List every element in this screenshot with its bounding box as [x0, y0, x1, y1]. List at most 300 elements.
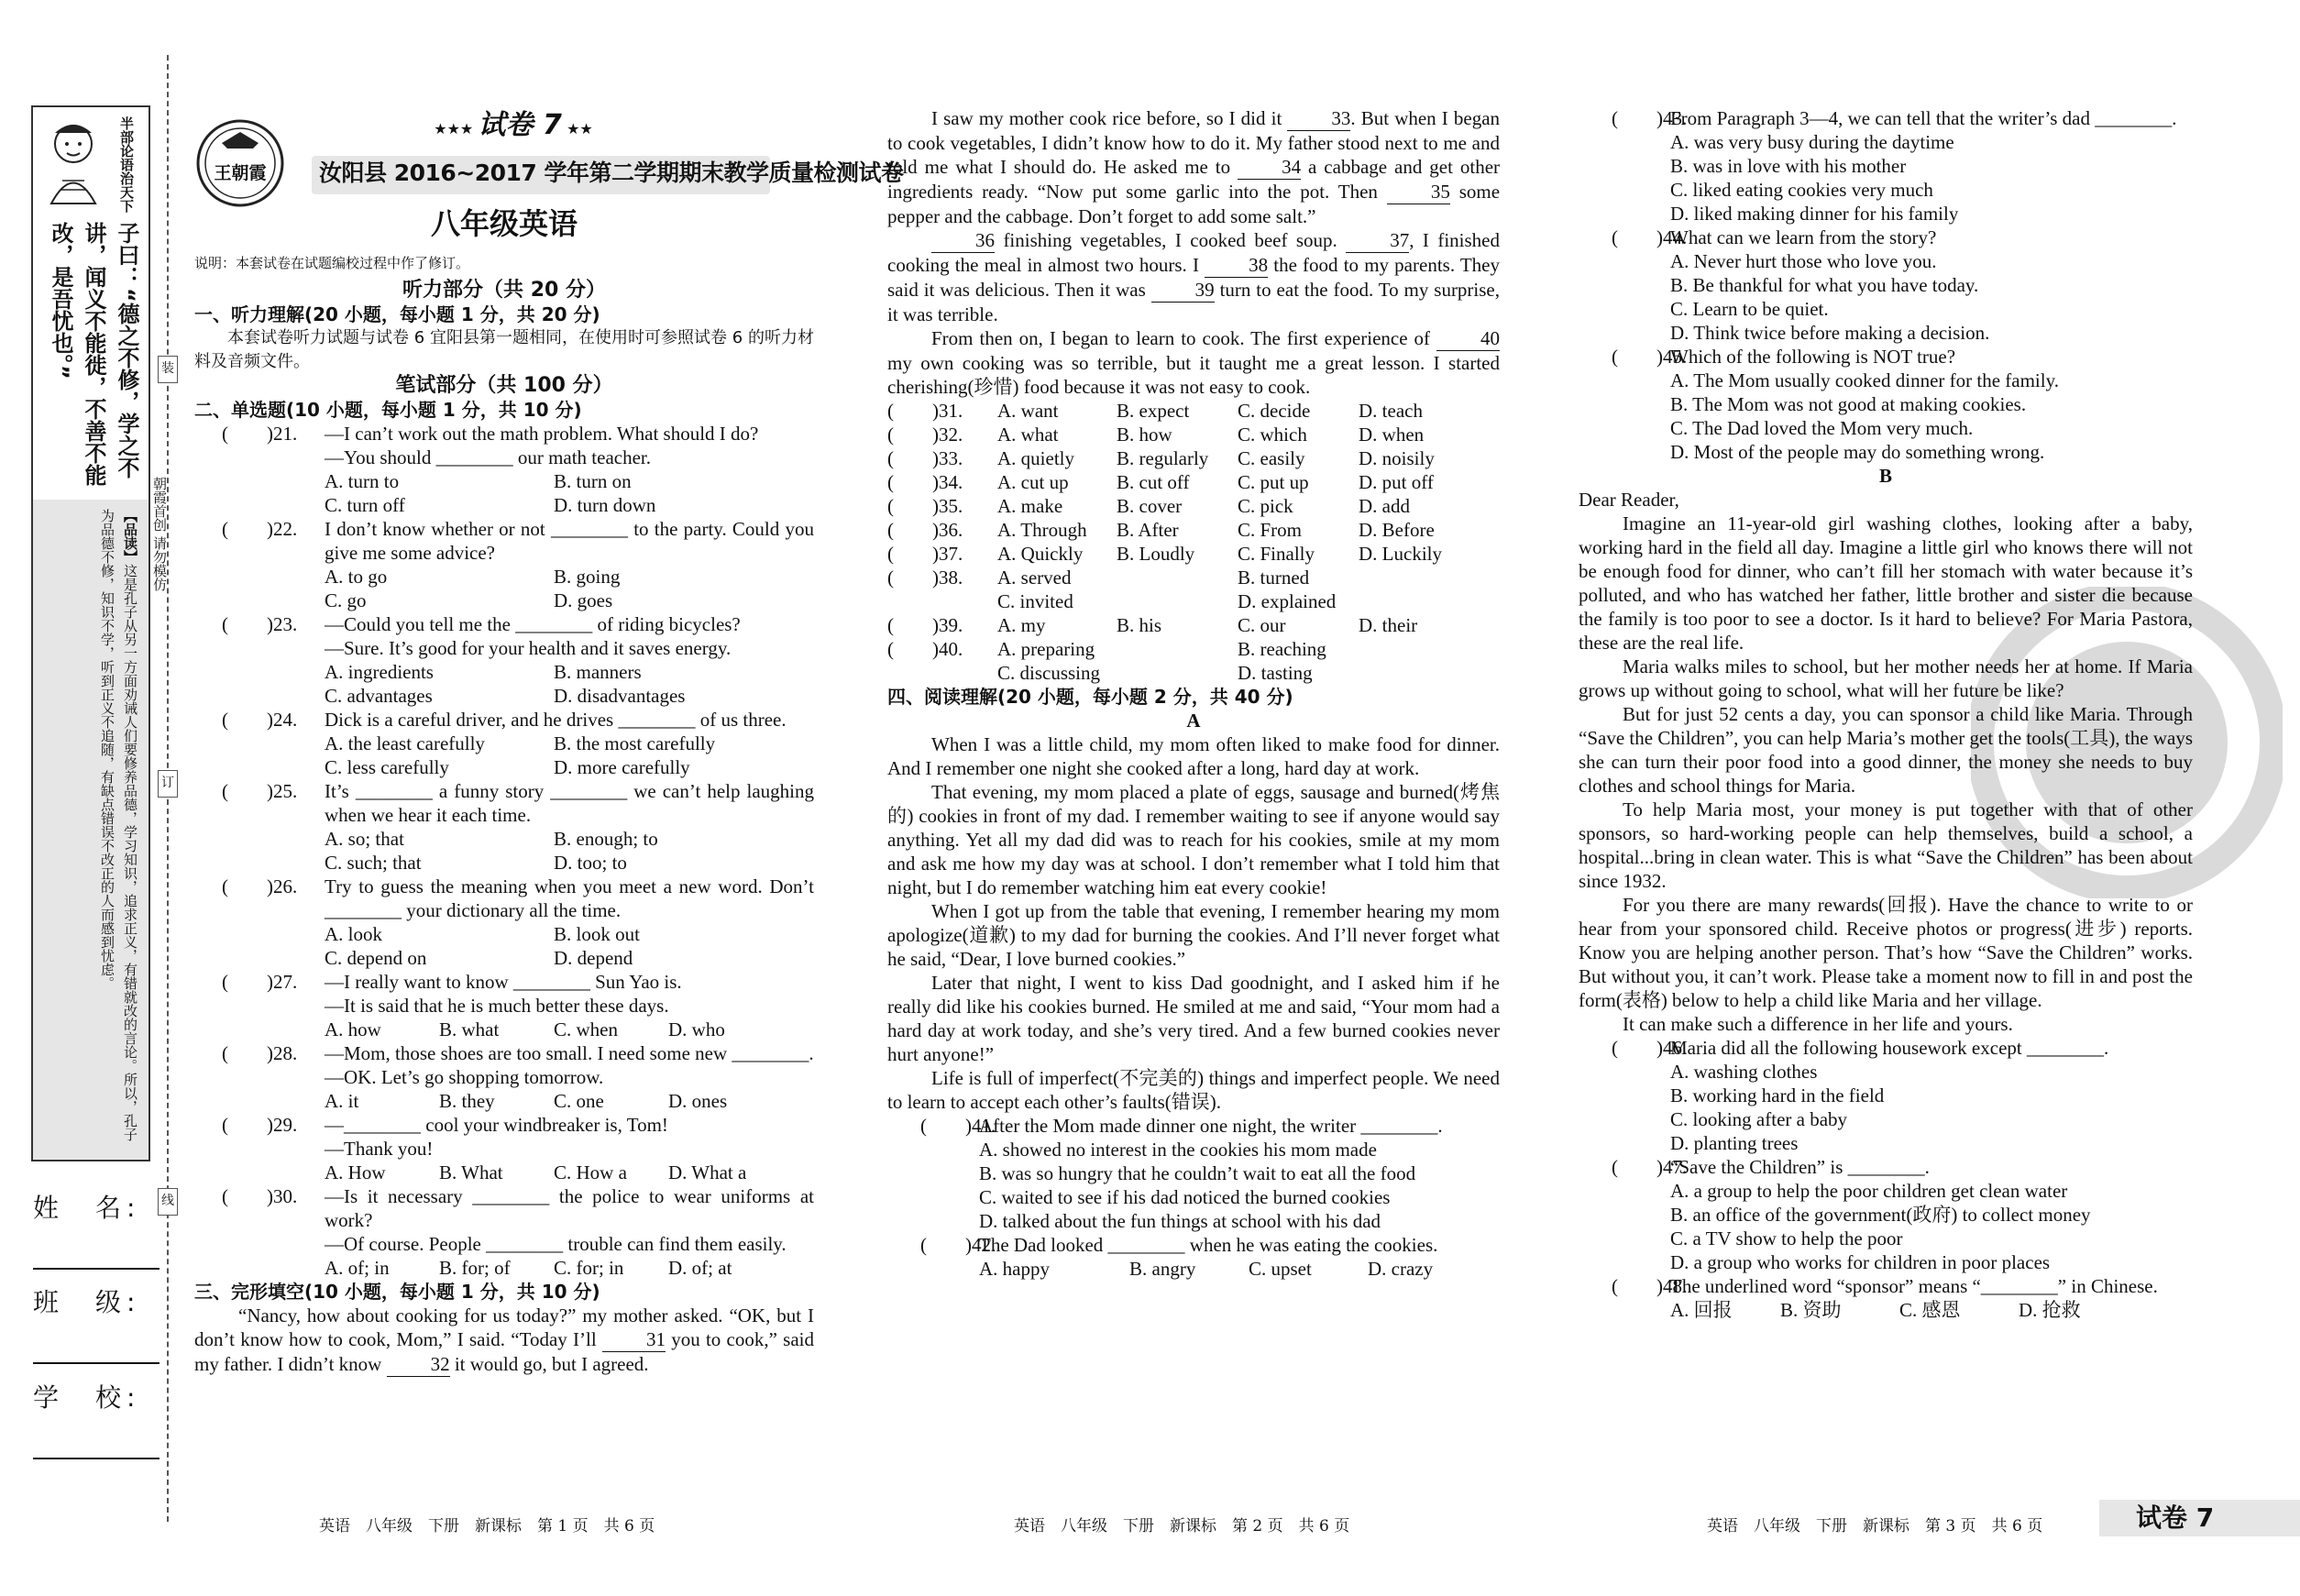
- q30-text: —Of course. People ________ trouble can find them easily.: [325, 1233, 787, 1255]
- q42-option-d[interactable]: D. crazy: [1368, 1258, 1434, 1280]
- blank-37[interactable]: 37: [1346, 228, 1409, 253]
- school-line: [33, 1456, 160, 1459]
- q38-option-d[interactable]: D. explained: [1238, 590, 1337, 612]
- q32-option-c[interactable]: C. which: [1238, 424, 1307, 446]
- blank-31[interactable]: 31: [602, 1327, 666, 1352]
- q25-text: It’s ________ a funny story ________ we can’t help laughing when we hear it each time.: [325, 780, 814, 826]
- cloze-paragraph-2: [887, 106, 1500, 228]
- question-29: [194, 1113, 814, 1184]
- cloze-text-1c: it would go, but I agreed.: [454, 1353, 649, 1375]
- q44-stem-row: [1579, 226, 2193, 249]
- q39-option-a[interactable]: A. my: [997, 614, 1046, 636]
- q24-option-b[interactable]: B. the most carefully: [554, 732, 716, 754]
- question-48: [1579, 1274, 2193, 1322]
- q34-option-c[interactable]: C. put up: [1238, 471, 1309, 493]
- q25-options: [325, 827, 814, 875]
- q32-option-b[interactable]: B. how: [1117, 424, 1172, 446]
- q40-option-a[interactable]: A. preparing: [997, 638, 1095, 660]
- passage-b-paragraph: To help Maria most, your money is put together with that of other sponsors, so hard-working people can help themselves, build a school, a hospital...bring in clean water. This is what “Save the Children” has been about since 1932.: [1579, 798, 2193, 892]
- q37-number: ( )37.: [887, 543, 963, 565]
- q30-options: [325, 1256, 814, 1280]
- passage-b-paragraph: But for just 52 cents a day, you can sponsor a child like Maria. Through “Save the Children”, you can help Maria’s mother get the tools(工具), the ways she can turn their poor food into a good dinner, the money she needs to buy clothes and school things for Maria.: [1579, 703, 2193, 797]
- q45-stem: Which of the following is NOT true?: [1670, 346, 1956, 368]
- q38-number: ( )38.: [887, 567, 963, 589]
- passage-a: [887, 732, 1500, 1114]
- q32-option-a[interactable]: A. what: [997, 424, 1059, 446]
- q26-option-b[interactable]: B. look out: [554, 923, 640, 945]
- q21-number: [194, 446, 325, 469]
- q27-number: ( )27.: [222, 971, 298, 993]
- question-42: [887, 1233, 1500, 1281]
- cloze-text-1a: “Nancy, how about cooking for us today?” my mother asked. “OK, but I don’t know how to cook, Mom,” I said. “Today I’ll: [194, 1304, 814, 1350]
- cloze-text-3d: turn to eat the food. To my surprise, it was terrible.: [887, 279, 1501, 325]
- q37-option-c[interactable]: C. Finally: [1238, 543, 1315, 565]
- q29-options: [325, 1161, 814, 1184]
- question-25: [194, 779, 814, 875]
- q40-option-b[interactable]: B. reaching: [1238, 638, 1326, 660]
- q23-line: [194, 612, 814, 636]
- q35-option-d[interactable]: D. add: [1359, 495, 1410, 517]
- q29-option-d[interactable]: D. What a: [668, 1161, 747, 1183]
- q27-number: [194, 994, 325, 1018]
- q28-option-d[interactable]: D. ones: [668, 1090, 728, 1112]
- cloze-text-2d: some pepper and the cabbage. Don’t forget to add some salt.”: [887, 181, 1501, 227]
- q40-option-c[interactable]: C. discussing: [997, 662, 1101, 684]
- q22-line: [194, 517, 814, 565]
- star-decoration-right: ★★: [567, 122, 593, 138]
- q42-option-b[interactable]: B. angry: [1129, 1258, 1196, 1280]
- class-line: [33, 1360, 160, 1364]
- cloze-option-32: [887, 423, 1500, 446]
- question-30: [194, 1184, 814, 1280]
- q29-option-c[interactable]: C. How a: [554, 1161, 627, 1183]
- q34-option-a[interactable]: A. cut up: [997, 471, 1069, 493]
- q30-text: —Is it necessary ________ the police to wear uniforms at work?: [325, 1185, 814, 1231]
- star-decoration: ★★★: [434, 122, 474, 138]
- q22-option-d[interactable]: D. goes: [554, 589, 613, 611]
- q45-option-d[interactable]: D. Most of the people may do something wrong.: [1670, 441, 2045, 463]
- q41-option-c[interactable]: C. waited to see if his dad noticed the burned cookies: [979, 1186, 1391, 1208]
- passage-b-paragraph: For you there are many rewards(回报). Have the chance to write to or hear from your sponsored child. Receive photos or progress(进步) reports. Know you are helping another person. That’s how “Save the Children” works. But without you, it can’t work. Please take a moment now to fill in and post the form(表格) below to help a child like Maria and her village.: [1579, 894, 2193, 1011]
- q47-stem-row: [1579, 1155, 2193, 1179]
- q30-option-d[interactable]: D. of; at: [668, 1257, 732, 1279]
- q36-option-c[interactable]: C. From: [1238, 519, 1303, 541]
- q47-option-c[interactable]: C. a TV show to help the poor: [1670, 1227, 1903, 1249]
- q28-option-b[interactable]: B. they: [439, 1090, 495, 1112]
- q46-option-d[interactable]: D. planting trees: [1670, 1132, 1799, 1154]
- q21-line: [194, 422, 814, 446]
- question-21: [194, 422, 814, 517]
- q45-option-a[interactable]: A. The Mom usually cooked dinner for the family.: [1670, 369, 2059, 391]
- q26-line: [194, 875, 814, 922]
- q30-number: [194, 1232, 325, 1256]
- q29-option-b[interactable]: B. What: [439, 1161, 503, 1183]
- q47-option-d[interactable]: D. a group who works for children in poor places: [1670, 1251, 2051, 1273]
- q27-line: [194, 994, 814, 1018]
- q38-option-a[interactable]: A. served: [997, 567, 1072, 589]
- q40-option-d[interactable]: D. tasting: [1238, 662, 1313, 684]
- q35-option-c[interactable]: C. pick: [1238, 495, 1293, 517]
- tear-mark-3: 线: [158, 1188, 178, 1216]
- q21-option-d[interactable]: D. turn down: [554, 494, 656, 516]
- q39-option-d[interactable]: D. their: [1359, 614, 1418, 636]
- q28-options: [325, 1089, 814, 1113]
- q36-option-d[interactable]: D. Before: [1359, 519, 1435, 541]
- q48-number: ( )48.: [1612, 1275, 1688, 1297]
- listening-title: 听力部分（共 20 分）: [402, 279, 606, 302]
- class-label: 班 级:: [33, 1287, 141, 1317]
- passage-b-label: B: [1878, 465, 1892, 487]
- q42-number: ( )42.: [920, 1234, 996, 1256]
- q43-option-c[interactable]: C. liked eating cookies very much: [1670, 179, 1933, 201]
- q46-option-c[interactable]: C. looking after a baby: [1670, 1108, 1848, 1130]
- q30-number: ( )30.: [222, 1185, 298, 1207]
- q36-option-a[interactable]: A. Through: [997, 519, 1087, 541]
- q31-option-d[interactable]: D. teach: [1359, 400, 1423, 422]
- q47-number: ( )47.: [1612, 1156, 1688, 1178]
- section-2-title: 二、单选题(10 小题，每小题 1 分，共 10 分): [194, 399, 582, 421]
- question-24: [194, 708, 814, 779]
- q29-line: [194, 1137, 814, 1161]
- blank-36[interactable]: 36: [931, 228, 995, 253]
- q23-option-d[interactable]: D. disadvantages: [554, 685, 686, 707]
- cloze-option-38: [887, 566, 1500, 613]
- q43-number: ( )43.: [1612, 107, 1688, 129]
- q41-stem: After the Mom made dinner one night, the writer ________.: [979, 1115, 1443, 1137]
- q48-option-c[interactable]: C. 感恩: [1899, 1299, 1961, 1321]
- q28-option-c[interactable]: C. one: [554, 1090, 604, 1112]
- section-3-title: 三、完形填空(10 小题，每小题 1 分，共 10 分): [194, 1281, 600, 1303]
- q28-option-a[interactable]: A. it: [325, 1090, 359, 1112]
- q21-option-a[interactable]: A. turn to: [325, 470, 400, 492]
- q34-option-d[interactable]: D. put off: [1359, 471, 1434, 493]
- pindu-text: [95, 509, 141, 1150]
- mcq-list: [194, 422, 814, 1280]
- q44-option-d[interactable]: D. Think twice before making a decision.: [1670, 322, 1990, 344]
- q46-stem: Maria did all the following housework except ________.: [1670, 1037, 2109, 1059]
- tear-mark-2: 订: [158, 770, 178, 798]
- q23-option-a[interactable]: A. ingredients: [325, 661, 434, 683]
- q42-option-c[interactable]: C. upset: [1249, 1258, 1312, 1280]
- question-46: [1579, 1036, 2193, 1155]
- q21-text: —I can’t work out the math problem. What should I do?: [325, 423, 759, 445]
- q24-option-c[interactable]: C. less carefully: [325, 756, 449, 778]
- sidebar-comment-box: [31, 500, 150, 1161]
- blank-34[interactable]: 34: [1238, 155, 1301, 180]
- q41-stem-row: [887, 1114, 1500, 1138]
- cloze-text-1b: you to cook,” said my father. I didn’t know: [194, 1328, 814, 1375]
- q28-text: —OK. Let’s go shopping tomorrow.: [325, 1066, 604, 1088]
- name-line: [33, 1266, 160, 1270]
- q44-option-c[interactable]: C. Learn to be quiet.: [1670, 298, 1829, 320]
- cloze-text-2b: . But when I began to cook vegetables, I didn’t know how to do it. My father stood next to me and told me what I should do. He asked me to: [887, 107, 1501, 178]
- q31-number: ( )31.: [887, 400, 963, 422]
- q26-number: ( )26.: [222, 875, 298, 897]
- q33-option-d[interactable]: D. noisily: [1359, 447, 1435, 469]
- q40-number: ( )40.: [887, 638, 963, 660]
- q22-text: I don’t know whether or not ________ to the party. Could you give me some advice?: [325, 518, 814, 564]
- letter-greeting: Dear Reader,: [1579, 489, 1679, 511]
- q37-option-d[interactable]: D. Luckily: [1359, 543, 1442, 565]
- q41-option-b[interactable]: B. was so hungry that he couldn’t wait to eat all the food: [979, 1162, 1416, 1184]
- subject-title: 八年级英语: [430, 206, 578, 241]
- q38-option-c[interactable]: C. invited: [997, 590, 1073, 612]
- q28-number: ( )28.: [222, 1042, 298, 1064]
- q41-option-d[interactable]: D. talked about the fun things at school with his dad: [979, 1210, 1381, 1232]
- q39-number: ( )39.: [887, 614, 963, 636]
- q43-stem-row: [1579, 106, 2193, 130]
- column-2: [887, 106, 1500, 1281]
- revision-note: 说明：本套试卷在试题编校过程中作了修订。: [194, 255, 470, 271]
- logo-text: 王朝霞: [214, 163, 267, 183]
- q34-number: ( )34.: [887, 471, 963, 493]
- q23-options: [325, 660, 814, 708]
- q45-stem-row: [1579, 345, 2193, 369]
- confucius-quote: 子曰：“德之不修，学之不讲，闻义不能徙，不善不能改，是吾忧也。”: [48, 222, 139, 486]
- q48-stem-row: [1579, 1274, 2193, 1298]
- q44-stem: What can we learn from the story?: [1670, 226, 1937, 248]
- q48-option-d[interactable]: D. 抢救: [2019, 1299, 2081, 1321]
- q44-option-b[interactable]: B. Be thankful for what you have today.: [1670, 274, 1979, 296]
- q35-number: ( )35.: [887, 495, 963, 517]
- question-41: [887, 1114, 1500, 1233]
- q32-option-d[interactable]: D. when: [1359, 424, 1425, 446]
- q31-option-b[interactable]: B. expect: [1117, 400, 1190, 422]
- cloze-option-39: [887, 613, 1500, 637]
- q29-option-a[interactable]: A. How: [325, 1161, 386, 1183]
- q24-option-a[interactable]: A. the least carefully: [325, 732, 485, 754]
- q24-number: ( )24.: [222, 709, 298, 731]
- q27-text: —I really want to know ________ Sun Yao is.: [325, 971, 682, 993]
- q32-number: ( )32.: [887, 424, 963, 446]
- cloze-options: [887, 399, 1500, 566]
- question-45: [1579, 345, 2193, 464]
- q30-line: [194, 1232, 814, 1256]
- q45-option-c[interactable]: C. The Dad loved the Mom very much.: [1670, 417, 1974, 439]
- q25-option-b[interactable]: B. enough; to: [554, 828, 658, 850]
- q23-option-c[interactable]: C. advantages: [325, 685, 433, 707]
- q36-number: ( )36.: [887, 519, 963, 541]
- q46-number: ( )46.: [1612, 1037, 1688, 1059]
- copyright-note: 朝霞首创 请勿模仿: [151, 477, 168, 591]
- paper-number: 试卷 7: [478, 109, 562, 141]
- q23-text: —Sure. It’s good for your health and it saves energy.: [325, 637, 732, 659]
- q33-option-c[interactable]: C. easily: [1238, 447, 1305, 469]
- cloze-option-33: [887, 446, 1500, 470]
- q30-line: [194, 1184, 814, 1232]
- passage-a-paragraph: That evening, my mom placed a plate of eggs, sausage and burned(烤焦的) cookies in front of my dad. I remember waiting to see if anyone would say anything. Yet all my dad did was to reach for his cookies, smile at my mom and ask me how my day was at school. I don’t remember what I told him that night, but I do remember watching him eat every cookie!: [887, 781, 1500, 898]
- blank-39[interactable]: 39: [1151, 278, 1215, 303]
- tear-mark-1: 装: [158, 356, 178, 383]
- q43-option-a[interactable]: A. was very busy during the daytime: [1670, 131, 1954, 153]
- q46-option-b[interactable]: B. working hard in the field: [1670, 1084, 1885, 1106]
- q37-option-b[interactable]: B. Loudly: [1117, 543, 1195, 565]
- blank-40[interactable]: 40: [1436, 326, 1500, 351]
- q28-line: [194, 1041, 814, 1065]
- pindu-label: 【品读】: [122, 509, 138, 564]
- q22-option-b[interactable]: B. going: [554, 566, 621, 588]
- q26-options: [325, 922, 814, 970]
- q29-line: [194, 1113, 814, 1137]
- q36-option-b[interactable]: B. After: [1117, 519, 1179, 541]
- q43-option-d[interactable]: D. liked making dinner for his family: [1670, 203, 1959, 225]
- q30-option-a[interactable]: A. of; in: [325, 1257, 390, 1279]
- cloze-text-2a: I saw my mother cook rice before, so I did it: [931, 107, 1282, 129]
- footer-page-2: 英语 八年级 下册 新课标 第 2 页 共 6 页: [1014, 1517, 1350, 1535]
- footer-badge: 试卷 7: [2136, 1502, 2215, 1533]
- question-23: [194, 612, 814, 708]
- q29-number: ( )29.: [222, 1114, 298, 1136]
- q25-option-a[interactable]: A. so; that: [325, 828, 404, 850]
- watermark-seal: [1971, 587, 2283, 898]
- q27-line: [194, 970, 814, 994]
- sidebar-top-box: [31, 105, 150, 503]
- q22-number: ( )22.: [222, 518, 298, 540]
- cloze-text-2c: a cabbage and get other ingredients ready. “Now put some garlic into the pot. Then: [887, 156, 1501, 203]
- q24-options: [325, 732, 814, 779]
- q39-option-b[interactable]: B. his: [1117, 614, 1162, 636]
- q43-stem: From Paragraph 3—4, we can tell that the writer’s dad ________.: [1670, 107, 2177, 129]
- q43-option-b[interactable]: B. was in love with his mother: [1670, 155, 1907, 177]
- q28-text: —Mom, those shoes are too small. I need some new ________.: [325, 1042, 814, 1064]
- class-field[interactable]: [33, 1287, 160, 1364]
- q24-option-d[interactable]: D. more carefully: [554, 756, 690, 778]
- q34-option-b[interactable]: B. cut off: [1117, 471, 1190, 493]
- q33-option-b[interactable]: B. regularly: [1117, 447, 1209, 469]
- passage-a-paragraph: When I was a little child, my mom often liked to make food for dinner. And I remember one night she cooked after a long, hard day at work.: [887, 733, 1500, 779]
- blank-32[interactable]: 32: [387, 1352, 450, 1377]
- logo-seal: [194, 117, 286, 209]
- q30-option-b[interactable]: B. for; of: [439, 1257, 511, 1279]
- q25-option-d[interactable]: D. too; to: [554, 852, 627, 874]
- q27-option-c[interactable]: C. when: [554, 1018, 618, 1040]
- pindu-body: 这是孔子从另一方面劝诫人们要修养品德，学习知识，追求正义，有错就改的言论。所以，孔子为品德不修，知识不学，听到正义不追随，有缺点错误不改正的人而感到忧虑。: [99, 509, 138, 1141]
- passage-a-paragraph: Later that night, I went to kiss Dad goodnight, and I asked him if he really did like his cookies burned. He smiled at me and said, “Your mom had a hard day at work today, and she’s very tired. And a few burned cookies never hurt anyone!”: [887, 972, 1500, 1065]
- passage-b-paragraph: Maria walks miles to school, but her mother needs her at home. If Maria grows up without going to school, what will her future be like?: [1579, 655, 2193, 701]
- passage-b-paragraph: Imagine an 11-year-old girl washing clothes, looking after a baby, working hard in the field all day. Imagine a little girl who knows there will not be enough food for dinner, who can’t fill her stomach with water because it’s polluted, and who has watched her father, little brother and sister die because the family is too poor to see a doctor. Is it hard to believe? For Maria Pastora, these are the real life.: [1579, 512, 2193, 654]
- cloze-paragraph-3: [887, 228, 1500, 326]
- q41-option-a[interactable]: A. showed no interest in the cookies his mom made: [979, 1139, 1377, 1161]
- q21-option-b[interactable]: B. turn on: [554, 470, 632, 492]
- q46-option-a[interactable]: A. washing clothes: [1670, 1061, 1818, 1083]
- q35-option-b[interactable]: B. cover: [1117, 495, 1183, 517]
- q39-option-c[interactable]: C. our: [1238, 614, 1286, 636]
- q46-stem-row: [1579, 1036, 2193, 1060]
- q22-option-c[interactable]: C. go: [325, 589, 367, 611]
- blank-38[interactable]: 38: [1205, 253, 1268, 278]
- q47-option-a[interactable]: A. a group to help the poor children get clean water: [1670, 1180, 2068, 1202]
- q23-option-b[interactable]: B. manners: [554, 661, 642, 683]
- q26-text: Try to guess the meaning when you meet a new word. Don’t ________ your dictionary all the time.: [325, 875, 814, 921]
- question-44: [1579, 226, 2193, 345]
- q48-option-b[interactable]: B. 资助: [1780, 1299, 1842, 1321]
- q31-option-a[interactable]: A. want: [997, 400, 1059, 422]
- q23-text: —Could you tell me the ________ of riding bicycles?: [325, 613, 741, 635]
- q23-number: [194, 636, 325, 660]
- q25-number: ( )25.: [222, 780, 298, 802]
- q44-option-a[interactable]: A. Never hurt those who love you.: [1670, 250, 1937, 272]
- q26-option-a[interactable]: A. look: [325, 923, 382, 945]
- q33-option-a[interactable]: A. quietly: [997, 447, 1074, 469]
- questions-43-45: [1579, 106, 2193, 464]
- section-1-note: 本套试卷听力试题与试卷 6 宜阳县第一题相同，在使用时可参照试卷 6 的听力材料及音频文件。: [194, 328, 814, 371]
- cloze-option-31: [887, 399, 1500, 423]
- cloze-option-35: [887, 494, 1500, 518]
- q48-option-a[interactable]: A. 回报: [1670, 1299, 1733, 1321]
- q38-option-b[interactable]: B. turned: [1238, 567, 1310, 589]
- question-27: [194, 970, 814, 1041]
- q45-option-b[interactable]: B. The Mom was not good at making cookies.: [1670, 393, 2027, 415]
- q21-options: [325, 469, 814, 517]
- q28-number: [194, 1065, 325, 1089]
- q27-option-a[interactable]: A. how: [325, 1018, 381, 1040]
- written-title: 笔试部分（共 100 分）: [395, 374, 613, 397]
- passage-a-paragraph: Life is full of imperfect(不完美的) things and imperfect people. We need to learn to accept each other’s faults(错误).: [887, 1067, 1500, 1113]
- q29-text: —Thank you!: [325, 1138, 434, 1160]
- question-22: [194, 517, 814, 612]
- blank-35[interactable]: 35: [1387, 180, 1450, 204]
- name-label: 姓 名:: [33, 1193, 141, 1223]
- q26-option-d[interactable]: D. depend: [554, 947, 633, 969]
- q25-option-c[interactable]: C. such; that: [325, 852, 422, 874]
- exam-title: 汝阳县 2016~2017 学年第二学期期末教学质量检测试卷: [319, 160, 904, 186]
- question-43: [1579, 106, 2193, 226]
- question-26: [194, 875, 814, 970]
- q35-option-a[interactable]: A. make: [997, 495, 1063, 517]
- q44-number: ( )44.: [1612, 226, 1688, 248]
- paper-number-banner: [312, 109, 715, 142]
- q26-option-c[interactable]: C. depend on: [325, 947, 427, 969]
- q27-option-b[interactable]: B. what: [439, 1018, 500, 1040]
- column-1: [194, 279, 814, 1377]
- q29-number: [194, 1137, 325, 1161]
- q27-text: —It is said that he is much better these days.: [325, 995, 669, 1017]
- q47-option-b[interactable]: B. an office of the government(政府) to collect money: [1670, 1204, 2091, 1226]
- footer-page-3: 英语 八年级 下册 新课标 第 3 页 共 6 页: [1707, 1517, 2043, 1535]
- motto-tag: 半部论语治天下: [118, 116, 135, 213]
- q27-option-d[interactable]: D. who: [668, 1018, 725, 1040]
- q22-options: [325, 565, 814, 612]
- cloze-text-3c: the food to my parents. They said it was delicious. Then it was: [887, 254, 1500, 301]
- q30-option-c[interactable]: C. for; in: [554, 1257, 624, 1279]
- cloze-text-3a: finishing vegetables, I cooked beef soup.: [1003, 229, 1337, 251]
- q37-option-a[interactable]: A. Quickly: [997, 543, 1084, 565]
- blank-33[interactable]: 33: [1287, 106, 1350, 131]
- name-field[interactable]: [33, 1193, 160, 1270]
- q22-option-a[interactable]: A. to go: [325, 566, 388, 588]
- q42-options: [979, 1257, 1500, 1281]
- questions-46-48: [1579, 1036, 2193, 1322]
- q21-line: [194, 446, 814, 469]
- q31-option-c[interactable]: C. decide: [1238, 400, 1311, 422]
- cloze-option-36: [887, 518, 1500, 542]
- q21-option-c[interactable]: C. turn off: [325, 494, 405, 516]
- passage-b-paragraph: It can make such a difference in her life and yours.: [1623, 1013, 2013, 1035]
- school-field[interactable]: [33, 1382, 160, 1459]
- cloze-text-4b: my own cooking was so terrible, but it taught me a great lesson. I started cherishing(珍惜) food because it was not easy to cook.: [887, 352, 1500, 398]
- q48-stem: The underlined word “sponsor” means “________” in Chinese.: [1670, 1275, 2158, 1297]
- footer-page-1: 英语 八年级 下册 新课标 第 1 页 共 6 页: [319, 1517, 655, 1535]
- q25-line: [194, 779, 814, 827]
- q21-number: ( )21.: [222, 423, 298, 445]
- scholar-icon: [39, 116, 110, 208]
- cloze-option-40: [887, 637, 1500, 685]
- q29-text: —________ cool your windbreaker is, Tom!: [325, 1114, 668, 1136]
- q42-option-a[interactable]: A. happy: [979, 1258, 1050, 1280]
- q42-stem: The Dad looked ________ when he was eating the cookies.: [979, 1234, 1438, 1256]
- q41-number: ( )41.: [920, 1115, 996, 1137]
- q23-number: ( )23.: [222, 613, 298, 635]
